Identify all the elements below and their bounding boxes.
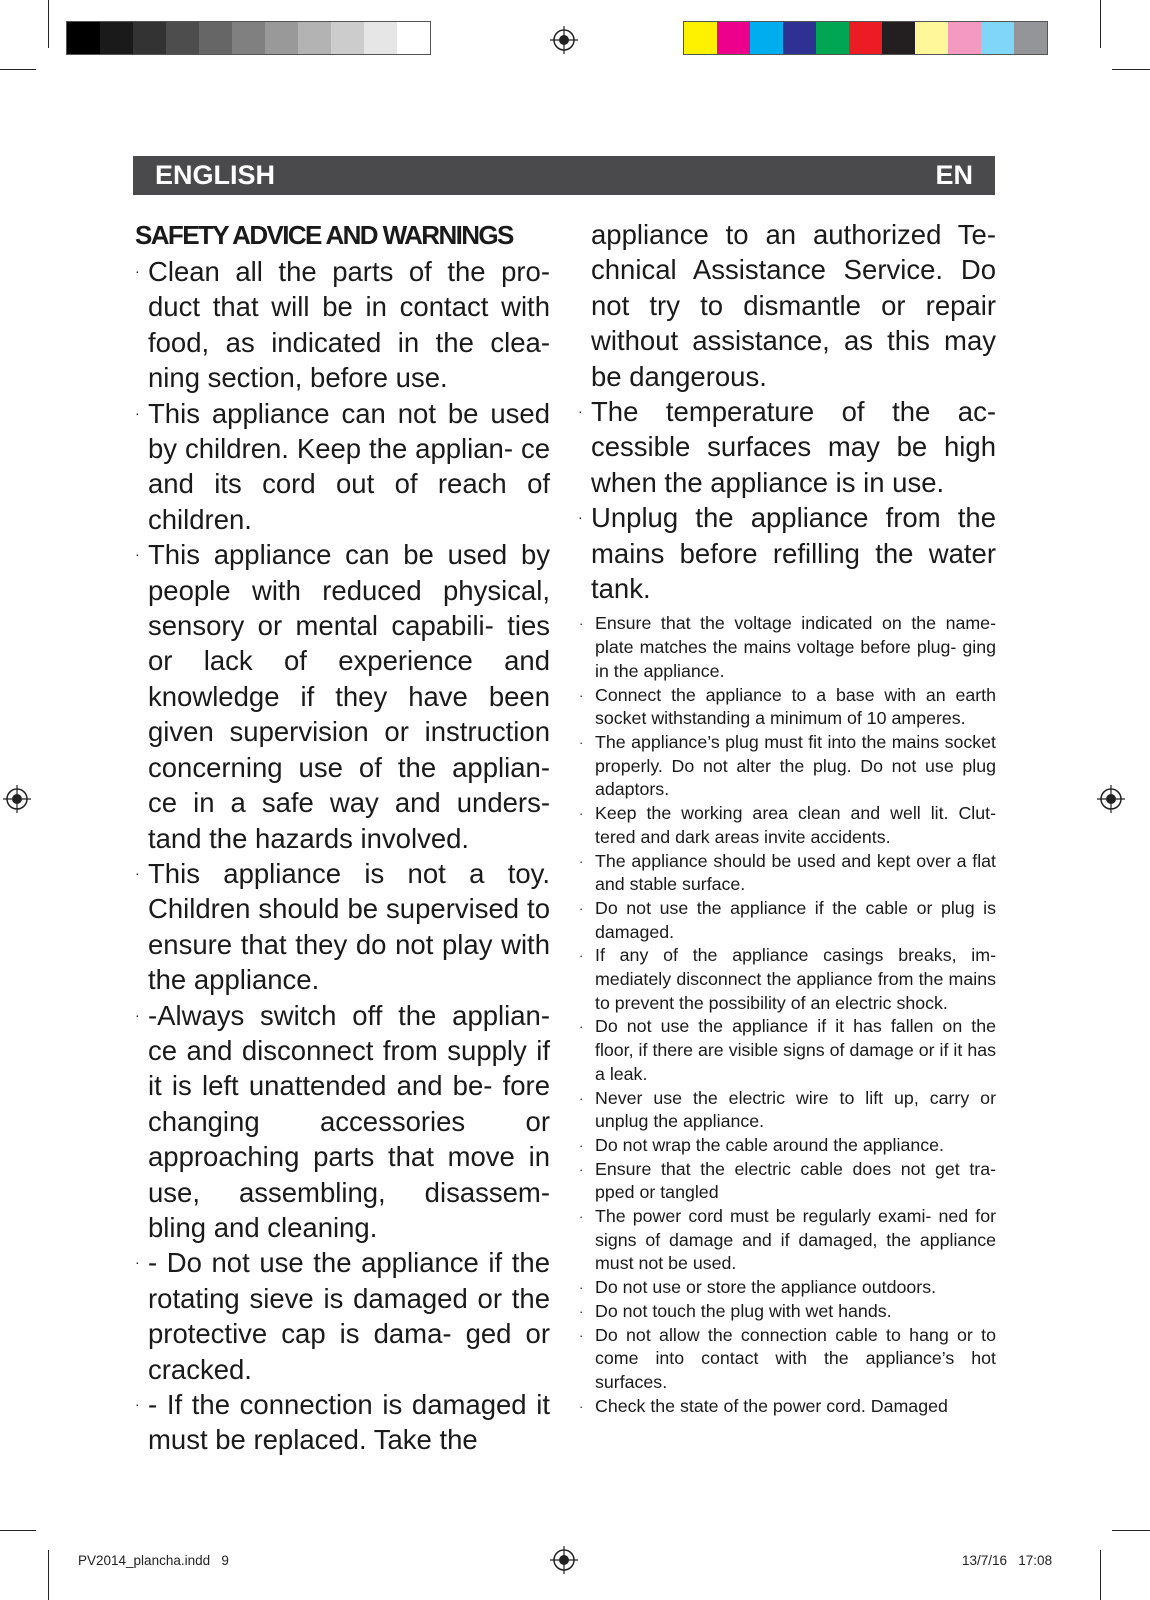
list-item-text: Do not use the appliance if the cable or plug is damaged. — [595, 897, 996, 942]
list-item-text: Do not use or store the appliance outdoors. — [595, 1277, 937, 1298]
list-item-text: Ensure that the voltage indicated on the name- plate matches the mains voltage before plug- ging in the appliance. — [595, 613, 996, 681]
color-swatch — [298, 22, 331, 54]
list-item — [578, 1395, 996, 1419]
list-item-text: Do not allow the connection cable to hang or to come into contact with the appliance’s hot surfaces. — [595, 1324, 996, 1392]
list-item-text: The appliance should be used and kept over a flat and stable surface. — [595, 850, 996, 895]
bullet-icon: · — [135, 1254, 140, 1271]
list-item — [578, 1015, 996, 1086]
list-item-text: Keep the working area clean and well lit. Clut- tered and dark areas invite accidents. — [595, 803, 996, 847]
bullet-icon: · — [579, 734, 584, 750]
list-item — [135, 537, 550, 856]
list-item — [578, 1087, 996, 1134]
bullet-icon: · — [579, 948, 584, 964]
color-swatch — [133, 22, 166, 54]
bullet-icon: · — [579, 1327, 584, 1343]
right-bullet-list — [578, 394, 996, 606]
color-swatch — [364, 22, 397, 54]
list-item — [578, 500, 996, 606]
bullet-icon: · — [579, 1019, 584, 1035]
crop-mark — [1112, 1530, 1150, 1531]
color-swatch — [67, 22, 100, 54]
bullet-icon: · — [578, 403, 583, 420]
color-swatch — [100, 22, 133, 54]
color-bar — [683, 21, 1048, 55]
crop-mark — [0, 1530, 36, 1531]
list-item-text: The temperature of the ac- cessible surfaces may be high when the appliance is in use. — [591, 396, 996, 498]
left-column — [135, 217, 550, 1458]
list-item — [578, 1205, 996, 1276]
list-item-text: Never use the electric wire to lift up, carry or unplug the appliance. — [595, 1087, 996, 1132]
list-item — [135, 396, 550, 538]
list-item-text: -Always switch off the applian- ce and disconnect from supply if it is left unattended and be- fore changing accessories or approaching parts that move in use, assembling, disassem- bling and cleaning. — [148, 999, 550, 1243]
continued-paragraph: appliance to an authorized Te- chnical Assistance Service. Do not try to dismantle or repair without assistance, as this may be dangerous. — [591, 219, 996, 392]
bullet-icon: · — [135, 1006, 140, 1023]
color-swatch — [717, 22, 750, 54]
bullet-icon: · — [135, 263, 140, 279]
list-item — [578, 684, 996, 731]
list-item-text: Unplug the appliance from the mains before refilling the water tank. — [591, 502, 996, 605]
list-item-text: The appliance’s plug must fit into the mains socket properly. Do not alter the plug. Do not use plug adaptors. — [595, 731, 996, 800]
list-item — [135, 856, 550, 998]
list-item-text: If any of the appliance casings breaks, im- mediately disconnect the appliance from the mains to prevent the possibility of an electric shock. — [595, 945, 996, 1013]
bullet-icon: · — [579, 1090, 584, 1106]
list-item — [578, 1134, 996, 1158]
left-bullet-list — [135, 254, 550, 1458]
list-item-text: This appliance can not be used by children. Keep the applian- ce and its cord out of reach of children. — [148, 397, 550, 535]
list-item-text: - If the connection is damaged it must be replaced. Take the — [148, 1389, 550, 1456]
bullet-icon: · — [579, 1398, 584, 1414]
registration-mark-icon — [550, 26, 578, 54]
color-swatch — [331, 22, 364, 54]
list-item — [135, 1245, 550, 1387]
registration-mark-icon — [550, 1546, 578, 1574]
list-item — [578, 1324, 996, 1395]
bullet-icon: · — [579, 1161, 584, 1177]
list-item — [578, 1158, 996, 1205]
color-swatch — [199, 22, 232, 54]
footer-timestamp: 13/7/16 17:08 — [962, 1553, 1053, 1568]
color-swatch — [166, 22, 199, 54]
bullet-icon: · — [579, 687, 584, 703]
color-swatch — [1014, 22, 1047, 54]
list-item-text: Do not touch the plug with wet hands. — [595, 1300, 892, 1321]
registration-mark-icon — [3, 785, 31, 813]
list-item — [578, 731, 996, 802]
bullet-icon: · — [579, 616, 584, 632]
registration-mark-icon — [1097, 785, 1125, 813]
color-swatch — [265, 22, 298, 54]
footer-filename: PV2014_plancha.indd 9 — [78, 1553, 229, 1568]
crop-mark — [48, 1550, 49, 1600]
bullet-icon: · — [579, 1280, 584, 1296]
grayscale-bar — [66, 21, 431, 55]
language-label: ENGLISH — [155, 160, 276, 190]
crop-mark — [48, 0, 49, 48]
list-item — [578, 1300, 996, 1324]
right-column — [578, 217, 996, 1418]
list-item-text: This appliance is not a toy. Children should be supervised to ensure that they do not play with the appliance. — [148, 857, 550, 996]
section-title: SAFETY ADVICE AND WARNINGS — [135, 220, 513, 250]
bullet-icon: · — [135, 864, 140, 881]
color-swatch — [849, 22, 882, 54]
list-item — [578, 944, 996, 1015]
list-item — [135, 998, 550, 1246]
list-item-text: The power cord must be regularly exami- ned for signs of damage and if damaged, the appliance must not be used. — [595, 1206, 996, 1274]
list-item — [578, 850, 996, 897]
bullet-icon: · — [578, 509, 583, 526]
list-item — [578, 394, 996, 500]
bullet-icon: · — [135, 404, 140, 421]
color-swatch — [915, 22, 948, 54]
color-swatch — [783, 22, 816, 54]
right-small-bullet-list — [578, 612, 996, 1418]
crop-mark — [1100, 0, 1101, 48]
color-swatch — [397, 22, 430, 54]
list-item — [578, 802, 996, 849]
list-item — [135, 254, 550, 396]
bullet-icon: · — [135, 546, 140, 563]
bullet-icon: · — [579, 1209, 584, 1225]
list-item-text: Ensure that the electric cable does not get tra- pped or tangled — [595, 1158, 996, 1203]
list-item-text: This appliance can be used by people with reduced physical, sensory or mental capabili- ties or lack of experience and knowledge if they have been given supervision or instruction concerning use of the applian- ce in a safe way and unders- tand the hazards involved. — [148, 539, 550, 854]
bullet-icon: · — [579, 1303, 584, 1319]
crop-mark — [0, 69, 36, 70]
color-swatch — [981, 22, 1014, 54]
list-item-text: - Do not use the appliance if the rotating sieve is damaged or the protective cap is dama- ged or cracked. — [148, 1247, 550, 1385]
color-swatch — [816, 22, 849, 54]
list-item — [135, 1387, 550, 1458]
color-swatch — [882, 22, 915, 54]
color-swatch — [948, 22, 981, 54]
bullet-icon: · — [579, 1137, 584, 1153]
crop-mark — [1100, 1550, 1101, 1600]
list-item — [578, 1276, 996, 1300]
bullet-icon: · — [579, 806, 584, 822]
list-item-text: Do not wrap the cable around the appliance. — [595, 1134, 944, 1155]
color-swatch — [232, 22, 265, 54]
bullet-icon: · — [579, 853, 584, 869]
list-item — [578, 612, 996, 683]
language-header — [133, 156, 995, 195]
language-code: EN — [935, 160, 973, 190]
list-item-text: Clean all the parts of the pro- duct that will be in contact with food, as indicated in the clea- ning section, before use. — [148, 256, 550, 394]
color-swatch — [684, 22, 717, 54]
color-swatch — [750, 22, 783, 54]
list-item-text: Check the state of the power cord. Damaged — [595, 1395, 948, 1416]
list-item-text: Do not use the appliance if it has fallen on the floor, if there are visible signs of damage or if it has a leak. — [595, 1016, 996, 1084]
bullet-icon: · — [579, 900, 584, 916]
list-item-text: Connect the appliance to a base with an earth socket withstanding a minimum of 10 amperes. — [595, 684, 996, 729]
crop-mark — [1112, 69, 1150, 70]
list-item — [578, 897, 996, 944]
bullet-icon: · — [135, 1396, 140, 1412]
